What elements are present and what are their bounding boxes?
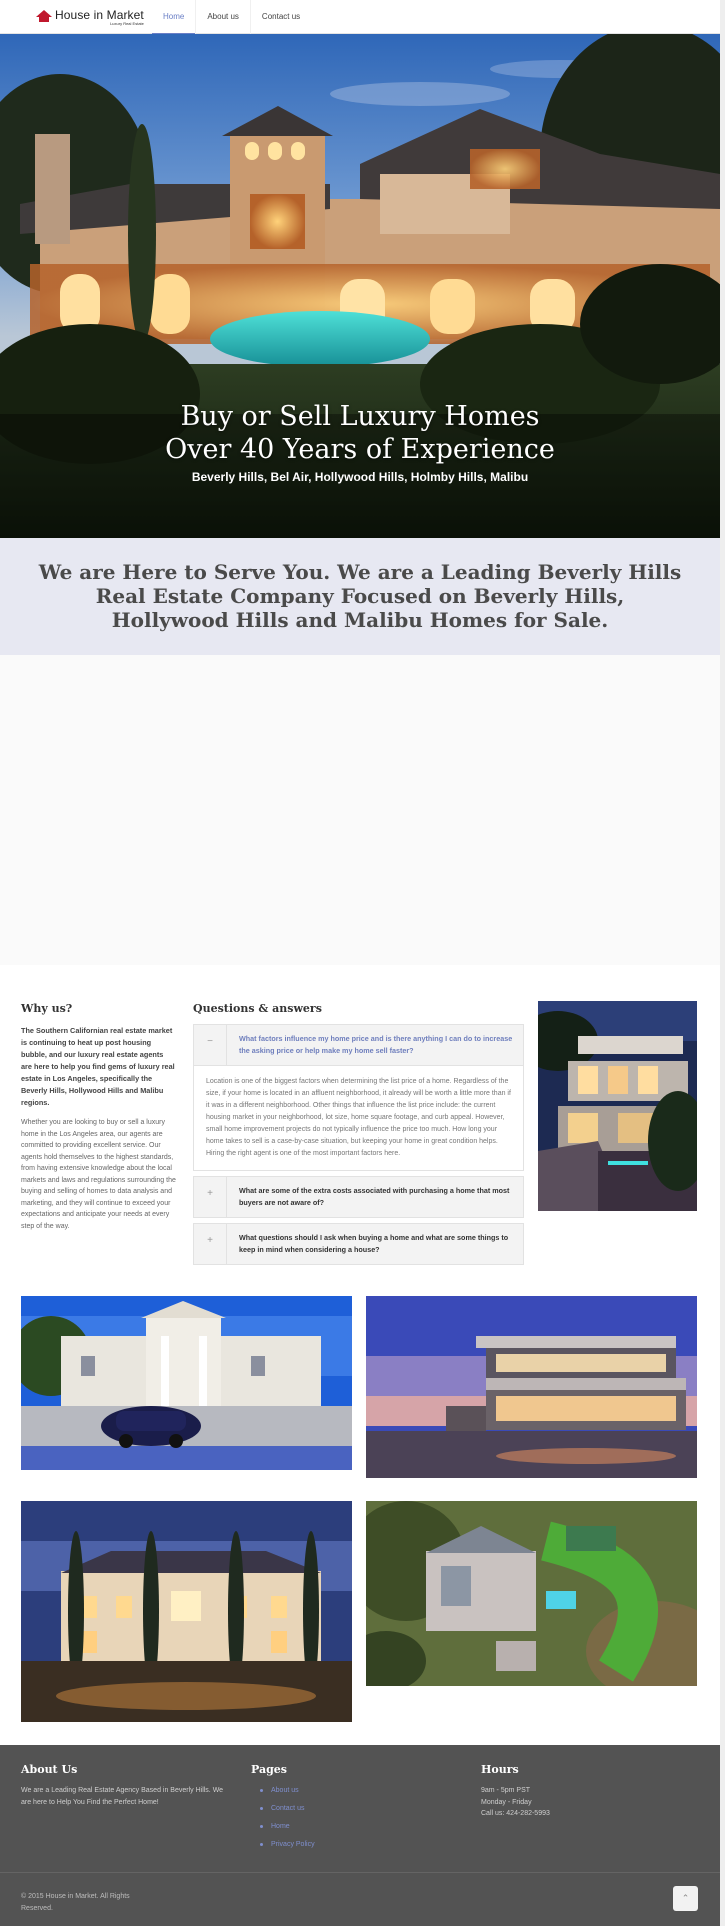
hours-phone: Call us: 424-282-5993 xyxy=(481,1810,550,1817)
logo[interactable] xyxy=(36,9,144,26)
house-logo-icon xyxy=(36,10,52,22)
footer-link-privacy-policy[interactable]: Privacy Policy xyxy=(251,1839,451,1857)
back-to-top-button[interactable] xyxy=(673,1886,698,1911)
main-nav xyxy=(152,0,311,34)
logo-tagline: Luxury Real Estate xyxy=(110,21,144,26)
footer-about-title: About Us xyxy=(21,1763,78,1776)
gallery-image-mansion xyxy=(21,1296,352,1470)
nav-about-us[interactable]: About us xyxy=(195,0,250,34)
chevron-up-icon: ⌃ xyxy=(681,1893,690,1903)
footer-hours-title: Hours xyxy=(481,1763,519,1776)
footer-divider xyxy=(0,1872,720,1873)
footer-about-text: We are a Leading Real Estate Agency Based in Beverly Hills. We are here to Help You Find the Perfect Home! xyxy=(21,1787,224,1806)
footer-pages-list xyxy=(251,1785,451,1857)
expand-icon[interactable]: + xyxy=(194,1177,227,1217)
footer-link-about-us[interactable]: About us xyxy=(251,1785,451,1803)
qa-item[interactable] xyxy=(193,1176,524,1218)
empty-content-area xyxy=(0,655,720,965)
gallery-image-beach-house xyxy=(366,1296,697,1478)
site-header xyxy=(0,0,720,34)
copyright: © 2015 House in Market. All Rights Reserved. xyxy=(21,1893,130,1912)
gallery-image-estate-aerial xyxy=(366,1501,697,1686)
hours-days: Monday - Friday xyxy=(481,1798,532,1806)
qa-item[interactable] xyxy=(193,1024,524,1066)
expand-icon[interactable]: + xyxy=(194,1224,227,1264)
why-us-lead: The Southern Californian real estate market is continuing to heat up post housing bubble, and our luxury real estate agents are here to help you find gems of luxury real estate in Los Angeles, specifically the Beverly Hills, Hollywood Hills and Malibu regions. xyxy=(21,1026,175,1107)
why-us-body: Whether you are looking to buy or sell a luxury home in the Los Angeles area, our agents are committed to providing excellent service. Our agents hold themselves to the highest standards, from having extensive knowledge about the local markets and laws and regulations surrounding the buying and selling of homes to data analysis and marketing, and they will continue to exceed your expectations and anticipate your needs at every step of the way. xyxy=(21,1119,176,1230)
qa-question[interactable]: What are some of the extra costs associated with purchasing a home that most buyers are not aware of? xyxy=(239,1186,510,1207)
qa-question[interactable]: What questions should I ask when buying a home and what are some things to keep in mind when considering a house? xyxy=(239,1233,509,1254)
gallery-image-chateau xyxy=(21,1501,352,1722)
footer-link-contact-us[interactable]: Contact us xyxy=(251,1803,451,1821)
nav-contact-us[interactable]: Contact us xyxy=(250,0,311,34)
qa-title: Questions & answers xyxy=(193,1002,322,1015)
modern-house-image xyxy=(538,1001,697,1211)
hours-time: 9am - 5pm PST xyxy=(481,1787,531,1794)
serve-section xyxy=(0,538,720,655)
qa-answer: Location is one of the biggest factors when determining the list price of a home. Regardless of the size, if your home is located in an affluent neighborhood, it already will be worth a little more than if it was in a different neighborhood. Other things that influence the list price include: the current housing market in your neighborhood, lot size, home square footage, and curb appeal. However, small home improvement projects do not typically influence the price too much. How long your home takes to sell is a case-by-case situation, but keeping your home in great condition helps. Hiring the right agent is one of the most important factors here. xyxy=(193,1066,524,1171)
hero-subtitle: Beverly Hills, Bel Air, Hollywood Hills, Holmby Hills, Malibu xyxy=(191,470,529,484)
serve-headline: We are Here to Serve You. We are a Leading Beverly Hills Real Estate Company Focused on Beverly Hills, Hollywood Hills and Malibu Homes for Sale. xyxy=(38,560,682,632)
qa-question[interactable]: What factors influence my home price and is there anything I can do to increase the asking price or help make my home sell faster? xyxy=(239,1034,513,1055)
qa-item[interactable] xyxy=(193,1223,524,1265)
why-us-title: Why us? xyxy=(21,1002,73,1015)
footer-link-home[interactable]: Home xyxy=(251,1821,451,1839)
qa-accordion xyxy=(193,1024,524,1270)
logo-title: House in Market xyxy=(55,8,144,22)
footer-pages-title: Pages xyxy=(251,1763,287,1776)
footer-hours xyxy=(481,1785,550,1820)
nav-home[interactable]: Home xyxy=(152,0,195,34)
page-scrollbar-track[interactable] xyxy=(720,0,725,1926)
hero-headline-line2: Over 40 Years of Experience xyxy=(165,434,555,465)
hero-banner xyxy=(0,34,720,538)
collapse-icon[interactable]: − xyxy=(194,1025,227,1065)
hero-headline-line1: Buy or Sell Luxury Homes xyxy=(180,401,540,432)
